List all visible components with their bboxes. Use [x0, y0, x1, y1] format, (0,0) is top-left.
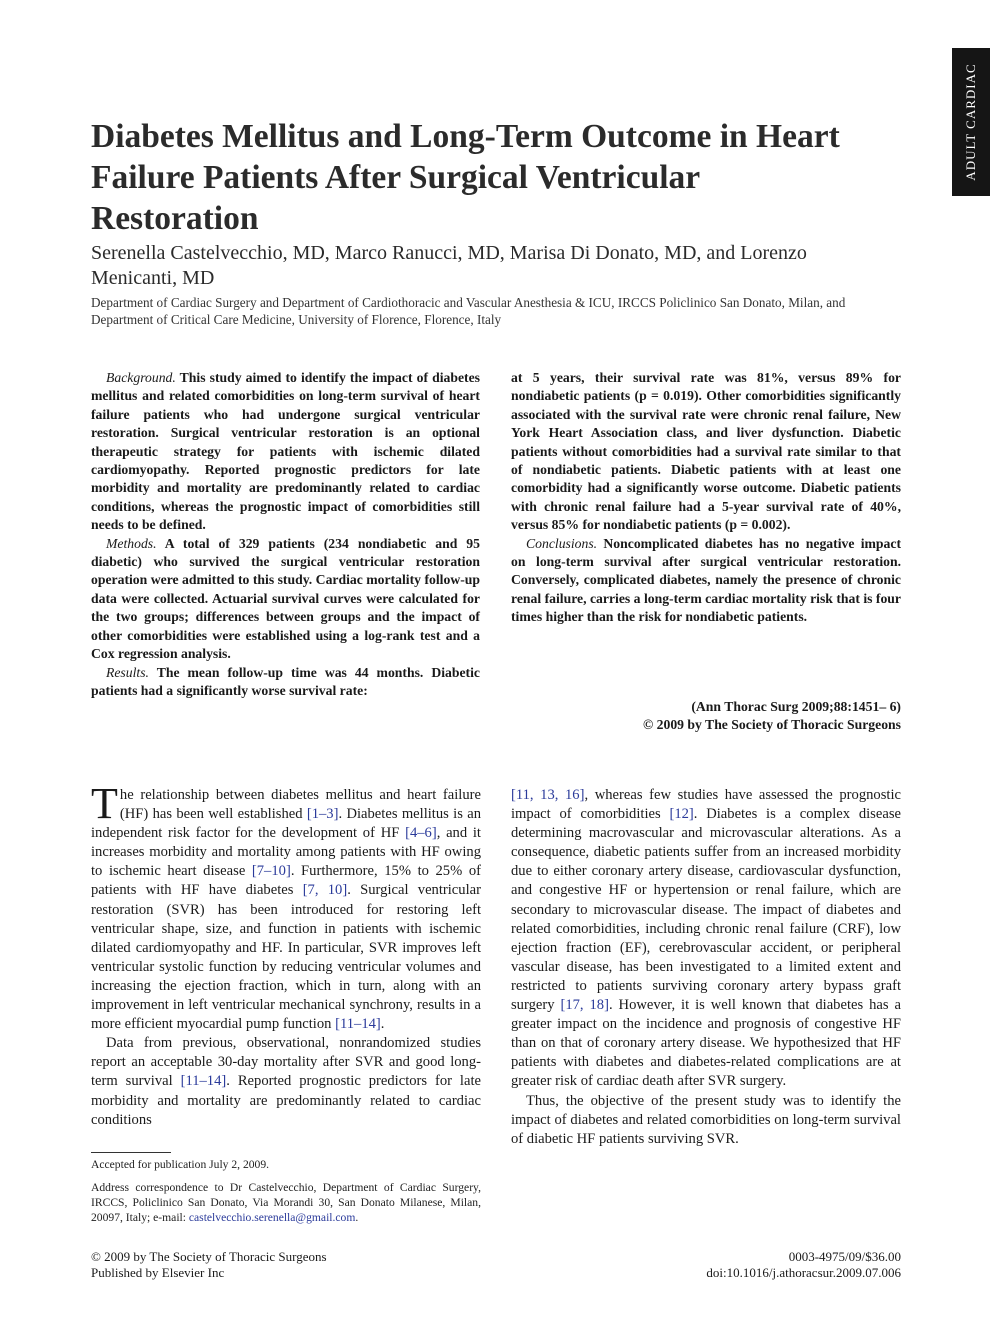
- body-paragraph-2-continued: [11, 13, 16], whereas few studies have assessed the prognostic impact of comorbidities [12]. Diabetes is a complex disease determining macrovascular and microvascular alterations. As a consequence, diabetic patients suffer from an increased morbidity due to either coronary artery disease, cardiovascular dysfunction, and congestive HF or hypertension or renal failure, which are secondary to microvascular disease. The impact of diabetes and related comorbidities, including chronic renal failure (CRF), low ejection fraction (EF), cerebrovascular accident, or peripheral vascular disease, has been investigated to a limited extent and restricted to patients surviving coronary artery bypass graft surgery [17, 18]. However, it is well known that diabetes has a greater impact on the incidence and prognosis of congestive HF than on that of coronary artery disease. We hypothesized that HF patients with diabetes and diabetes-related complications are at greater risk of cardiac death after SVR surgery.: [511, 787, 901, 1090]
- footnote-correspondence: Address correspondence to Dr Castelvecchio, Department of Cardiac Surgery, IRCCS, Policlinico San Donato, Via Morandi 30, San Donato Milanese, Milan, 20097, Italy; e-mail: castelvecchio.serenella@gmail.com.: [91, 1181, 481, 1225]
- footer-issn: 0003-4975/09/$36.00: [788, 1249, 901, 1264]
- affiliation: Department of Cardiac Surgery and Department of Cardiothoracic and Vascular Anesthesia & ICU, IRCCS Policlinico San Donato, Milan, and Department of Critical Care Medicine, University of Florence, Florence, Italy: [91, 295, 846, 327]
- reference-link[interactable]: [11, 13, 16]: [511, 787, 585, 803]
- footer-doi: doi:10.1016/j.athoracsur.2009.07.006: [706, 1265, 901, 1280]
- abstract-methods-label: Methods.: [106, 535, 157, 551]
- abstract-results: Results. The mean follow-up time was 44 months. Diabetic patients had a significantly worse survival rate:: [91, 664, 480, 698]
- body-paragraph-3: Thus, the objective of the present study was to identify the impact of diabetes and related comorbidities on long-term survival of diabetic HF patients surviving SVR.: [511, 1092, 901, 1147]
- reference-link[interactable]: [11–14]: [180, 1073, 227, 1090]
- section-tab-label: ADULT CARDIAC: [963, 63, 978, 181]
- author-list: Serenella Castelvecchio, MD, Marco Ranucci, MD, Marisa Di Donato, MD, and Lorenzo Menicanti, MD: [91, 242, 807, 289]
- email-link[interactable]: castelvecchio.serenella@gmail.com: [188, 1211, 356, 1225]
- footer-publisher: Published by Elsevier Inc: [91, 1265, 225, 1280]
- abstract-results-label: Results.: [106, 664, 149, 680]
- abstract-results-continued: at 5 years, their survival rate was 81%, versus 89% for nondiabetic patients (p = 0.019). Other comorbidities significantly associated with the survival rate were chronic renal failure, New York Heart Association class, and liver dysfunction. Diabetic patients without comorbidities had a survival rate similar to that of nondiabetic patients. Diabetic patients with at least one comorbidity had a significantly worse outcome. Diabetic patients with chronic renal failure had a 5-year survival rate of 40%, versus 85% for nondiabetic patients (p = 0.002).: [511, 370, 901, 533]
- footnote-divider: [91, 1152, 171, 1153]
- body-paragraph-2: Data from previous, observational, nonrandomized studies report an acceptable 30-day mortality after SVR and good long-term survival [11–14]. Reported prognostic predictors for late morbidity and mortality are predominantly related to cardiac conditions: [91, 1035, 482, 1128]
- footer-left: [91, 1249, 327, 1281]
- abstract-right-column: [511, 369, 901, 627]
- body-paragraph-1: The relationship between diabetes mellitus and heart failure (HF) has been well established [1–3]. Diabetes mellitus is an independent risk factor for the development of HF [4–6], and it increases morbidity and mortality among patients with HF owing to ischemic heart disease [7–10]. Furthermore, 15% to 25% of patients with HF have diabetes [7, 10]. Surgical ventricular restoration (SVR) has been introduced for restoring left ventricular shape, size, and function in patients with ischemic dilated cardiomyopathy and HF. In particular, SVR improves left ventricular systolic function by reducing ventricular volumes and increasing the ejection fraction, which in turn, along with an improvement in left ventricular mechanical synchrony, results in a more efficient myocardial pump function [11–14].: [91, 779, 482, 1033]
- footer-right: [601, 1249, 901, 1281]
- drop-cap: T: [91, 779, 118, 828]
- footnote-accepted: Accepted for publication July 2, 2009.: [91, 1158, 270, 1171]
- abstract-methods: Methods. A total of 329 patients (234 nondiabetic and 95 diabetic) who survived the surgical ventricular restoration operation were admitted to this study. Cardiac mortality follow-up data were collected. Actuarial survival curves were calculated for the two groups; differences between groups and the impact of other comorbidities were established using a log-rank test and a Cox regression analysis.: [91, 535, 480, 662]
- abstract-left-column: [91, 369, 480, 700]
- reference-link[interactable]: [17, 18]: [560, 997, 609, 1014]
- reference-link[interactable]: [7, 10]: [302, 882, 348, 899]
- reference-link[interactable]: [1–3]: [306, 806, 339, 823]
- reference-link[interactable]: [4–6]: [405, 825, 437, 842]
- abstract-background: Background. This study aimed to identify the impact of diabetes mellitus and related comorbidities on long-term survival of heart failure patients who had undergone surgical ventricular restoration. Surgical ventricular restoration is an optional therapeutic strategy for patients with ischemic dilated cardiomyopathy. Reported prognostic predictors for late morbidity and mortality are predominantly related to cardiac conditions, whereas the prognostic impact of comorbidities still needs to be defined.: [91, 370, 480, 533]
- abstract-background-label: Background.: [106, 370, 176, 385]
- abstract-conclusions: Conclusions. Noncomplicated diabetes has no negative impact on long-term survival after surgical ventricular restoration. Conversely, complicated diabetes, namely the presence of chronic renal failure, carries a long-term cardiac mortality risk that is four times higher than the risk for nondiabetic patients.: [511, 535, 901, 625]
- abstract-conclusions-label: Conclusions.: [526, 535, 598, 551]
- section-tab: [952, 48, 990, 196]
- body-left-column: [91, 779, 482, 1130]
- footer-copyright: © 2009 by The Society of Thoracic Surgeons: [91, 1249, 327, 1264]
- journal-citation: [511, 698, 901, 735]
- reference-link[interactable]: [11–14]: [335, 1016, 381, 1033]
- reference-link[interactable]: [7–10]: [251, 863, 291, 880]
- citation-journal: (Ann Thorac Surg 2009;88:1451– 6): [691, 699, 901, 714]
- body-right-column: [511, 786, 901, 1149]
- reference-link[interactable]: [12]: [669, 806, 694, 823]
- citation-copyright: © 2009 by The Society of Thoracic Surgeons: [642, 717, 901, 733]
- article-title: Diabetes Mellitus and Long-Term Outcome in Heart Failure Patients After Surgical Ventricular Restoration: [91, 118, 840, 237]
